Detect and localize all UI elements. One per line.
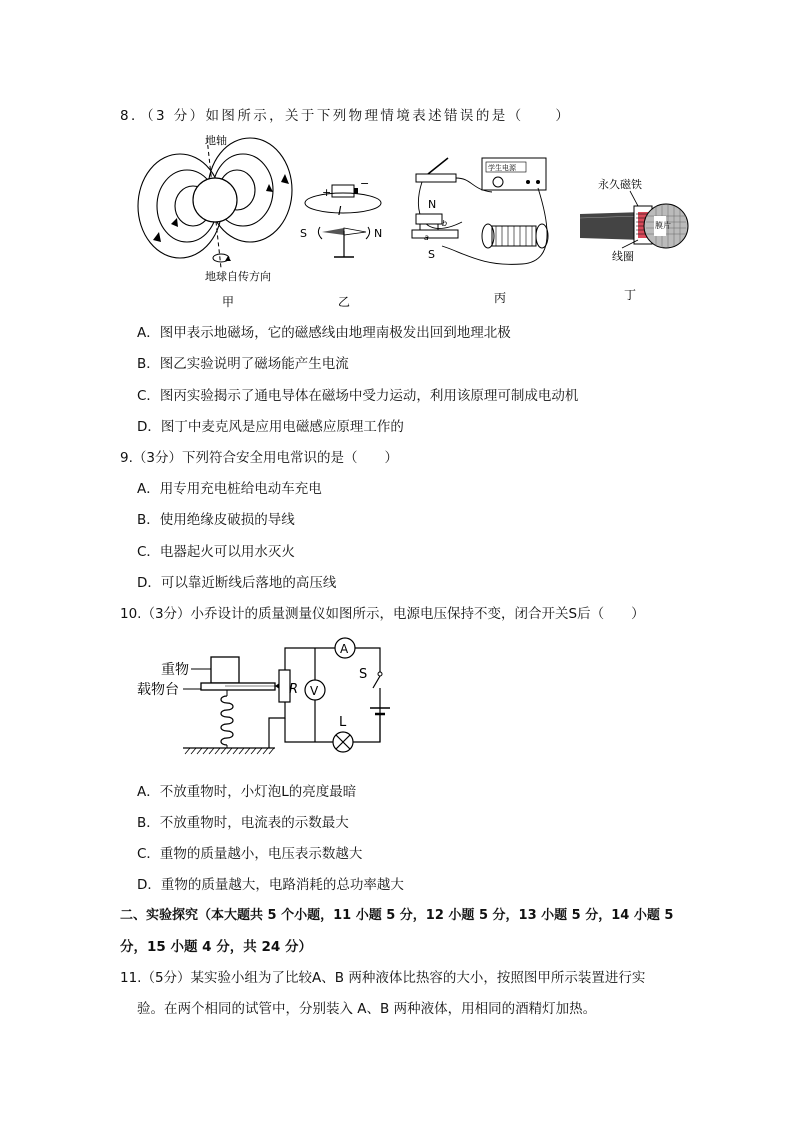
yi-N: N (374, 227, 383, 240)
q11-line2: 验。在两个相同的试管中，分别装入 A、B 两种液体，用相同的酒精灯加热。 (137, 1001, 597, 1017)
bing-a: a (424, 233, 429, 242)
jia-rotation-label: 地球自传方向 (205, 270, 271, 283)
q10-L-label: L (339, 715, 347, 730)
bing-b: b (442, 219, 448, 228)
q8-option-a[interactable]: A．图甲表示地磁场，它的磁感线由地理南极发出回到地理北极 (137, 325, 511, 341)
bing-caption: 丙 (494, 291, 507, 305)
q9-option-c[interactable]: C．电器起火可以用水灭火 (137, 544, 295, 560)
q9-option-a[interactable]: A．用专用充电桩给电动车充电 (137, 481, 322, 497)
figure-bing (402, 152, 562, 307)
ding-caption: 丁 (624, 288, 637, 302)
figure-yi (300, 175, 395, 310)
q10-option-a[interactable]: A．不放重物时，小灯泡L的亮度最暗 (137, 784, 357, 800)
ding-magnet-label: 永久磁铁 (598, 178, 642, 191)
ding-coil-label: 线圈 (612, 250, 634, 263)
figure-jia (135, 128, 300, 308)
q11-line1: 11.（5分）某实验小组为了比较A、B 两种液体比热容的大小，按照图甲所示装置进行实 (120, 970, 646, 986)
q10-V-label: V (310, 684, 319, 698)
q10-S-label: S (359, 667, 368, 682)
bing-supply: 学生电源 (488, 164, 516, 172)
q8-option-c[interactable]: C．图丙实验揭示了通电导体在磁场中受力运动，利用该原理可制成电动机 (137, 388, 579, 404)
jia-axis-label: 地轴 (205, 134, 227, 147)
q10-A-label: A (340, 642, 349, 656)
figure-q10-circuit (135, 630, 395, 765)
q10-option-b[interactable]: B．不放重物时，电流表的示数最大 (137, 815, 349, 831)
bing-N: N (428, 198, 437, 211)
q8-option-b[interactable]: B．图乙实验说明了磁场能产生电流 (137, 356, 349, 372)
yi-current: I (338, 204, 342, 218)
jia-caption: 甲 (222, 295, 235, 308)
q10-platform-label: 载物台 (137, 682, 179, 698)
q10-option-c[interactable]: C．重物的质量越小，电压表示数越大 (137, 846, 363, 862)
section2-heading-line1: 二、实验探究（本大题共 5 个小题，11 小题 5 分，12 小题 5 分，13 小题 5 分，14 小题 5 (120, 908, 674, 923)
q8-option-d[interactable]: D．图丁中麦克风是应用电磁感应原理工作的 (137, 419, 404, 435)
bing-S: S (428, 248, 435, 261)
q8-stem: 8．（3 分）如图所示，关于下列物理情境表述错误的是（ ） (120, 108, 572, 124)
ding-membrane: 膜片 (655, 221, 671, 230)
yi-minus: − (360, 177, 370, 190)
q9-option-b[interactable]: B．使用绝缘皮破损的导线 (137, 512, 295, 528)
q10-R-label: R (289, 682, 299, 697)
q9-option-d[interactable]: D．可以靠近断线后落地的高压线 (137, 575, 337, 591)
yi-plus: + (322, 186, 332, 199)
yi-S: S (300, 227, 307, 240)
yi-caption: 乙 (338, 295, 351, 309)
q10-stem: 10.（3分）小乔设计的质量测量仪如图所示，电源电压保持不变，闭合开关S后（ ） (120, 606, 645, 622)
q10-option-d[interactable]: D．重物的质量越大，电路消耗的总功率越大 (137, 877, 404, 893)
section2-heading-line2: 分，15 小题 4 分，共 24 分） (120, 939, 312, 955)
q10-weight-label: 重物 (161, 662, 189, 678)
q9-stem: 9.（3分）下列符合安全用电常识的是（ ） (120, 450, 398, 466)
figure-ding (580, 178, 690, 303)
